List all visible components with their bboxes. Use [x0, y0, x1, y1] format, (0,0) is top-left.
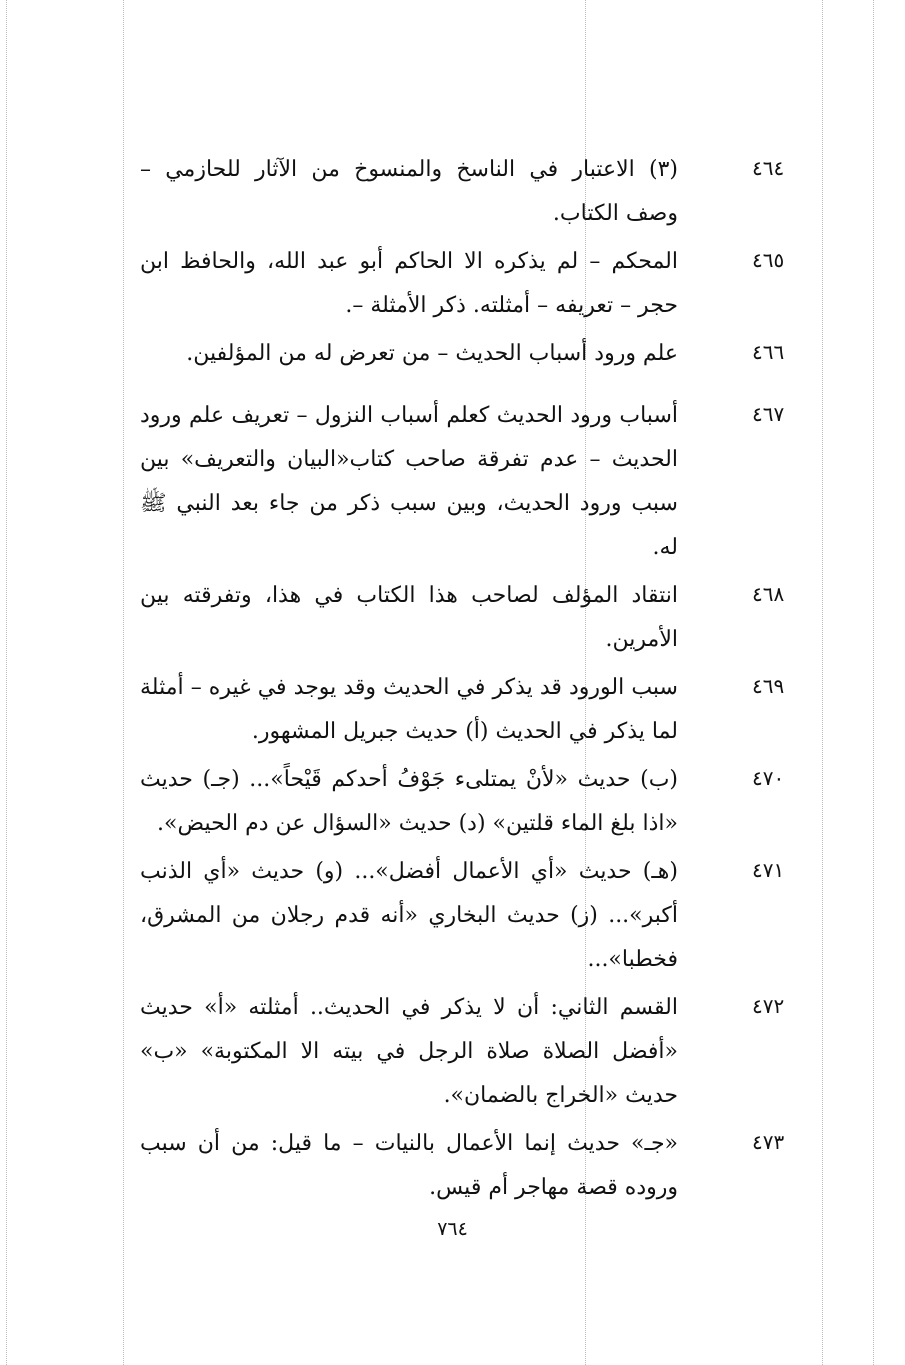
margin-line	[123, 0, 124, 1365]
entry-text: سبب الورود قد يذكر في الحديث وقد يوجد في غيره – أمثلة لما يذكر في الحديث (أ) حديث جبريل المشهور.	[140, 675, 678, 744]
toc-entry	[140, 394, 820, 570]
entry-text: «جـ» حديث إنما الأعمال بالنيات – ما قيل: من أن سبب وروده قصة مهاجر أم قيس.	[140, 1131, 678, 1200]
entry-page-number: ٤٦٨	[752, 582, 785, 606]
entry-page-number: ٤٦٩	[752, 674, 785, 698]
toc-entry	[140, 574, 820, 662]
entry-text: انتقاد المؤلف لصاحب هذا الكتاب في هذا، وتفرقته بين الأمرين.	[140, 583, 678, 652]
entry-page-number: ٤٦٦	[752, 340, 785, 364]
toc-entry	[140, 332, 820, 376]
entry-text: أسباب ورود الحديث كعلم أسباب النزول – تعريف علم ورود الحديث – عدم تفرقة صاحب كتاب«البيان والتعريف» بين سبب ورود الحديث، وبين سبب ذكر من جاء بعد النبي ﷺ له.	[140, 403, 678, 560]
entry-text: علم ورود أسباب الحديث – من تعرض له من المؤلفين.	[186, 341, 678, 366]
entry-page-number: ٤٦٥	[752, 248, 785, 272]
toc-entry	[140, 850, 820, 982]
entry-page-number: ٤٧٢	[752, 994, 785, 1018]
entry-page-number: ٤٧٣	[752, 1130, 785, 1154]
entry-text: المحكم – لم يذكره الا الحاكم أبو عبد الله، والحافظ ابن حجر – تعريفه – أمثلته. ذكر الأمثلة –.	[140, 249, 678, 318]
entry-text: (هـ) حديث «أي الأعمال أفضل»... (و) حديث «أي الذنب أكبر»... (ز) حديث البخاري «أنه قدم رجلان من المشرق، فخطبا»...	[140, 859, 678, 972]
toc-entry	[140, 986, 820, 1118]
entry-text: (ب) حديث «لأنْ يمتلىء جَوْفُ أحدكم قَيْحاً»... (جـ) حديث «اذا بلغ الماء قلتين» (د) حديث «السؤال عن دم الحيض».	[140, 767, 678, 836]
entry-text: (٣) الاعتبار في الناسخ والمنسوخ من الآثار للحازمي – وصف الكتاب.	[140, 157, 678, 226]
margin-line	[6, 0, 7, 1365]
margin-line	[822, 0, 823, 1365]
entry-page-number: ٤٧٠	[752, 766, 785, 790]
toc-entry	[140, 240, 820, 328]
entry-page-number: ٤٦٧	[752, 402, 785, 426]
page-number: ٧٦٤	[437, 1218, 468, 1240]
entry-page-number: ٤٦٤	[752, 156, 785, 180]
margin-line	[873, 0, 874, 1365]
entry-page-number: ٤٧١	[752, 858, 785, 882]
entry-text: القسم الثاني: أن لا يذكر في الحديث.. أمثلته «أ» حديث «أفضل الصلاة صلاة الرجل في بيته الا المكتوبة» «ب» حديث «الخراج بالضمان».	[140, 995, 678, 1108]
toc-entry	[140, 148, 820, 236]
toc-list	[140, 148, 820, 1214]
toc-entry	[140, 758, 820, 846]
toc-entry	[140, 1122, 820, 1210]
toc-entry	[140, 666, 820, 754]
